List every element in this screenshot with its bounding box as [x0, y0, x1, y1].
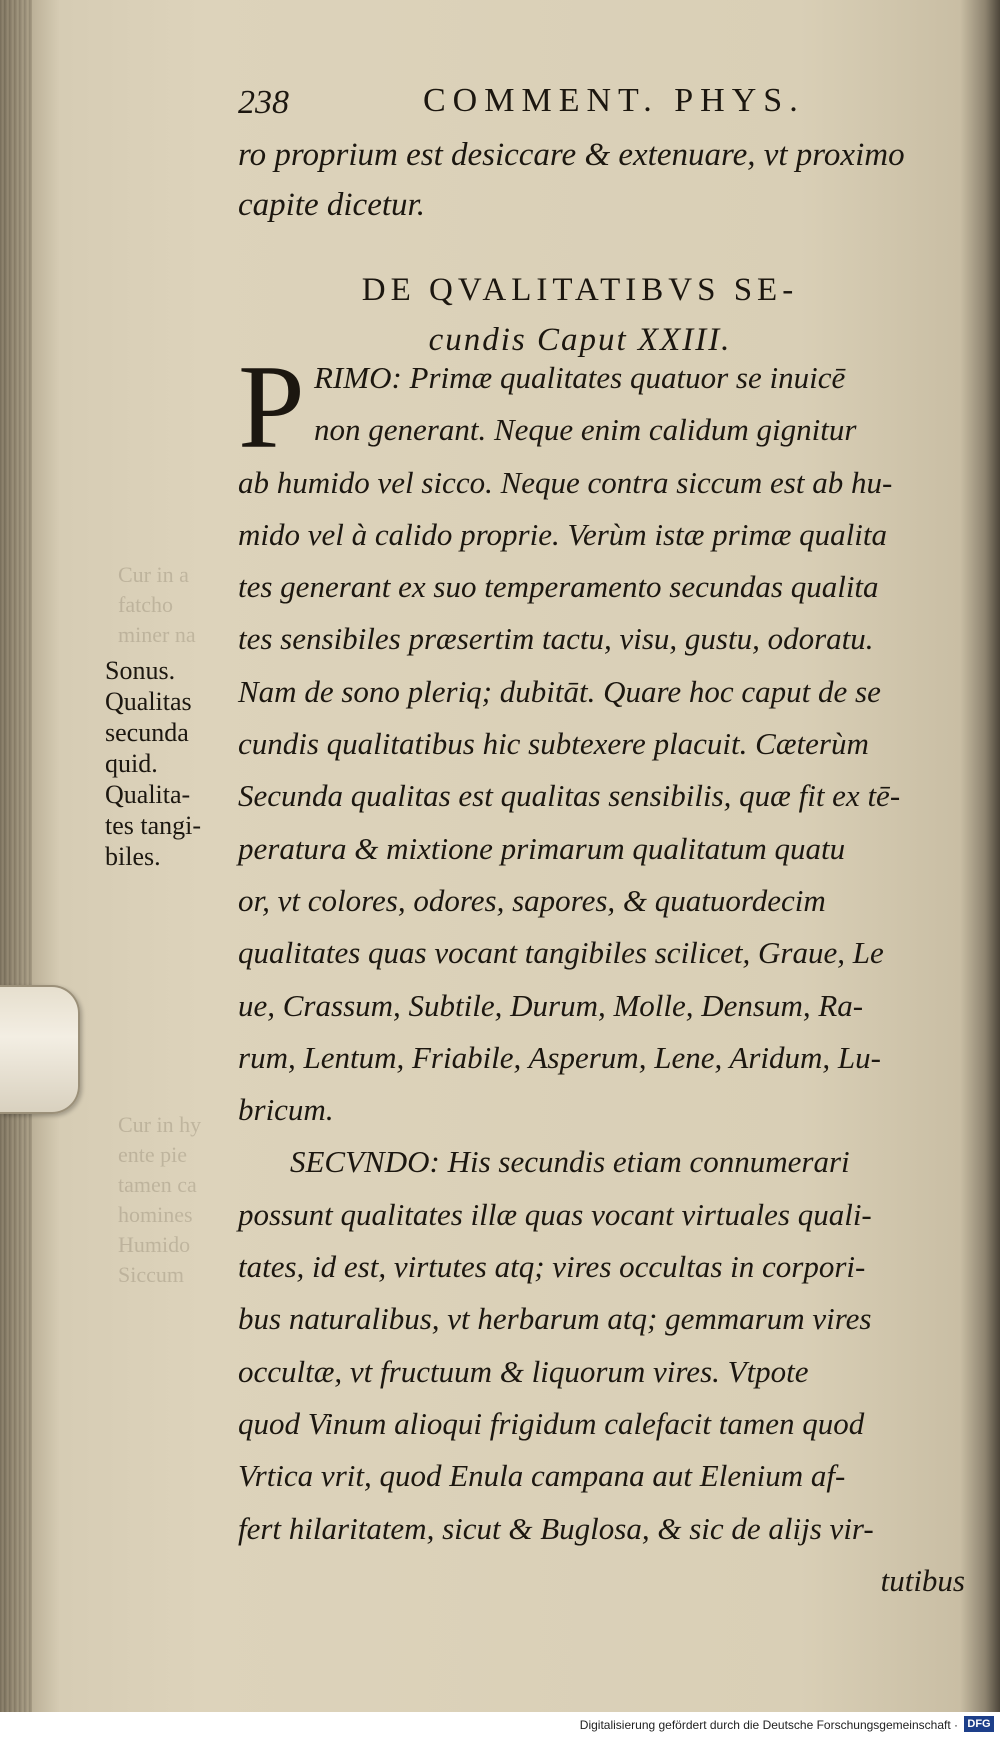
text-line: rum, Lentum, Friabile, Asperum, Lene, Aridum, Lu-	[238, 1039, 881, 1075]
marginal-note: quid.	[105, 749, 158, 778]
text-line: Secunda qualitas est qualitas sensibilis, quæ fit ex tē-	[238, 778, 901, 814]
intro-lines	[238, 130, 968, 230]
chapter-heading	[300, 265, 860, 365]
text-line: capite dicetur.	[238, 187, 425, 223]
show-through-left-lower: Cur in hy ente pie tamen ca homines Humido Siccum	[118, 1112, 202, 1287]
text-line: tates, id est, virtutes atq; vires occultas in corpori-	[238, 1249, 866, 1285]
marginal-note: Qualita-	[105, 780, 191, 809]
text-line: ab humido vel sicco. Neque contra siccum est ab hu-	[238, 464, 893, 500]
show-through-left: Cur in a fatcho miner na	[118, 562, 196, 647]
text-line: SECVNDO: His secundis etiam connumerari	[290, 1144, 850, 1180]
text-line: bricum.	[238, 1092, 334, 1128]
text-line: fert hilaritatem, sicut & Buglosa, & sic de alijs vir-	[238, 1510, 874, 1546]
book-edge	[0, 0, 32, 1739]
text-line: RIMO: Primæ qualitates quatuor se inuicē	[314, 360, 846, 395]
text-line: ro proprium est desiccare & extenuare, vt proximo	[238, 137, 905, 173]
text-line: tes generant ex suo temperamento secundas qualita	[238, 569, 879, 605]
dfg-logo: DFG	[964, 1716, 994, 1732]
text-line: ue, Crassum, Subtile, Durum, Molle, Densum, Ra-	[238, 987, 864, 1023]
marginal-note: biles.	[105, 842, 161, 871]
text-line: cundis qualitatibus hic subtexere placuit. Cæterùm	[238, 726, 869, 762]
chapter-title-line-2: cundis Caput XXIII.	[428, 322, 732, 358]
chapter-title-line-1: DE QVALITATIBVS SE-	[361, 272, 799, 308]
text-line: bus naturalibus, vt herbarum atq; gemmarum vires	[238, 1301, 872, 1337]
text-line: occultæ, vt fructuum & liquorum vires. Vtpote	[238, 1353, 809, 1389]
text-line: quod Vinum alioqui frigidum calefacit tamen quod	[238, 1405, 865, 1441]
text-line: or, vt colores, odores, sapores, & quatuordecim	[238, 882, 826, 918]
text-line: possunt qualitates illæ quas vocant virtuales quali-	[238, 1196, 872, 1232]
marginal-notes	[105, 655, 235, 872]
marginal-note: Sonus.	[105, 656, 176, 685]
page-header	[238, 80, 858, 126]
drop-cap: P	[238, 340, 305, 473]
text-line: non generant. Neque enim calidum gignitur	[314, 412, 857, 448]
marginal-note: Qualitas	[105, 687, 192, 716]
folio-number: 238	[238, 84, 289, 121]
marginal-note: tes tangi-	[105, 811, 202, 840]
text-line: qualitates quas vocant tangibiles scilicet, Graue, Le	[238, 935, 884, 971]
book-clasp	[0, 985, 80, 1114]
text-line: Nam de sono pleriq; dubitāt. Quare hoc caput de se	[238, 673, 881, 709]
text-line: Vrtica vrit, quod Enula campana aut Elenium af-	[238, 1458, 846, 1494]
text-line: tes sensibiles præsertim tactu, visu, gustu, odoratu.	[238, 621, 874, 657]
digitization-credit: Digitalisierung gefördert durch die Deutsche Forschungsgemeinschaft ·	[579, 1718, 958, 1732]
text-line: peratura & mixtione primarum qualitatum quatu	[238, 830, 846, 866]
running-head: COMMENT. PHYS.	[423, 82, 805, 119]
catchword: tutibus	[880, 1562, 965, 1598]
marginal-note: secunda	[105, 718, 189, 747]
text-line: mido vel à calido proprie. Verùm istæ primæ qualita	[238, 516, 887, 552]
